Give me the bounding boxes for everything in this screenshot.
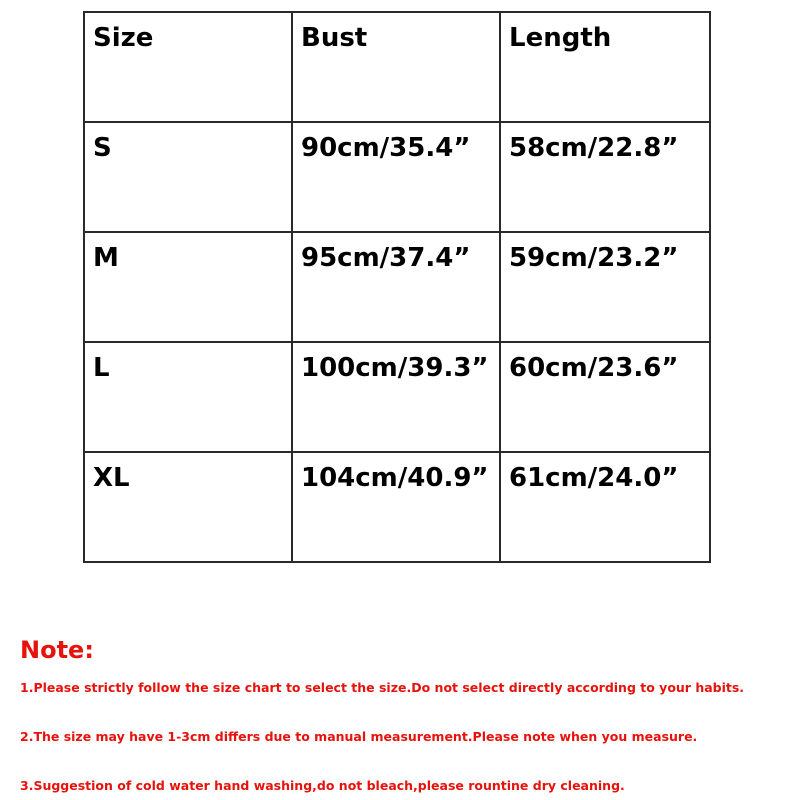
cell-size: S: [84, 122, 292, 232]
cell-length: 61cm/24.0”: [500, 452, 710, 562]
table-row: [84, 122, 710, 232]
table-row: [84, 232, 710, 342]
note-title: Note:: [20, 636, 94, 664]
table-row: [84, 452, 710, 562]
header-length: Length: [500, 12, 710, 122]
note-line-2: 2.The size may have 1-3cm differs due to manual measurement.Please note when you measure.: [20, 729, 698, 744]
header-bust: Bust: [292, 12, 500, 122]
cell-size: M: [84, 232, 292, 342]
cell-bust: 90cm/35.4”: [292, 122, 500, 232]
cell-size: XL: [84, 452, 292, 562]
cell-bust: 104cm/40.9”: [292, 452, 500, 562]
cell-length: 60cm/23.6”: [500, 342, 710, 452]
cell-length: 59cm/23.2”: [500, 232, 710, 342]
note-line-3: 3.Suggestion of cold water hand washing,do not bleach,please rountine dry cleaning.: [20, 778, 625, 793]
cell-length: 58cm/22.8”: [500, 122, 710, 232]
cell-bust: 100cm/39.3”: [292, 342, 500, 452]
table-row: [84, 342, 710, 452]
size-chart-table: [83, 11, 711, 563]
header-size: Size: [84, 12, 292, 122]
cell-size: L: [84, 342, 292, 452]
cell-bust: 95cm/37.4”: [292, 232, 500, 342]
note-line-1: 1.Please strictly follow the size chart to select the size.Do not select directly according to your habits.: [20, 680, 745, 695]
table-header-row: [84, 12, 710, 122]
